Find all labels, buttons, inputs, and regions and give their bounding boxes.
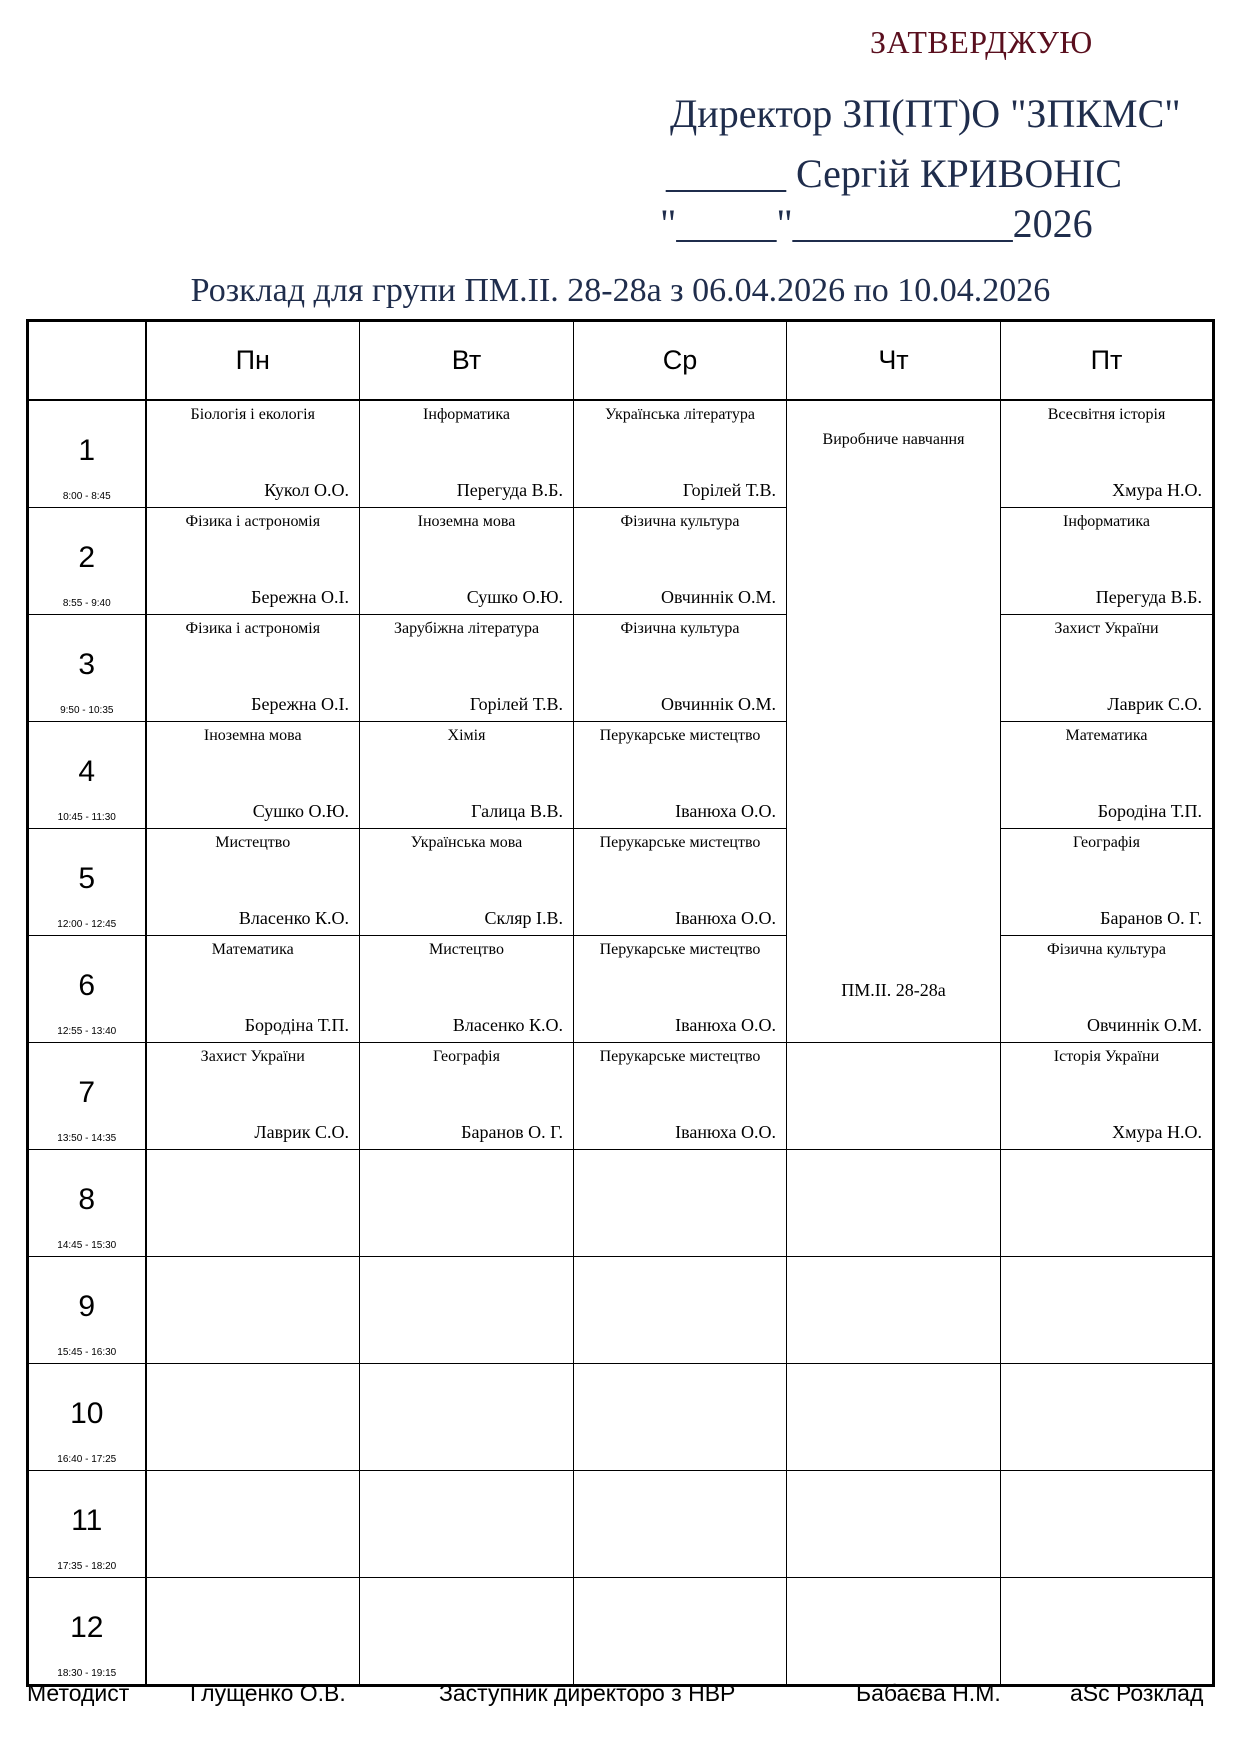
slot-row [28, 400, 1214, 508]
lesson-teacher: Сушко О.Ю. [252, 801, 349, 821]
schedule-title: Розклад для групи ПМ.ІІ. 28-28а з 06.04.2026 по 10.04.2026 [190, 272, 1051, 309]
lesson-cell [146, 508, 360, 615]
slot-header [28, 1471, 146, 1578]
slot-header [28, 1578, 146, 1686]
lesson-subject: Перукарське мистецтво [599, 727, 761, 744]
lesson-cell [360, 1043, 574, 1150]
lesson-subject: Математика [1065, 727, 1148, 744]
lesson-group: ПМ.ІІ. 28-28а [841, 980, 946, 1000]
lesson-subject: Хімія [447, 727, 486, 744]
empty-cell [360, 1578, 574, 1686]
slot-time: 8:55 - 9:40 [62, 598, 111, 609]
empty-cell [360, 1471, 574, 1578]
slot-number: 2 [78, 541, 96, 574]
lesson-subject: Історія України [1053, 1048, 1160, 1065]
lesson-subject: Інформатика [423, 406, 510, 423]
lesson-teacher: Бережна О.І. [251, 694, 349, 714]
slot-time: 12:00 - 12:45 [57, 919, 117, 930]
slot-row [28, 1578, 1214, 1686]
slot-number: 7 [78, 1076, 96, 1109]
slot-number: 5 [78, 862, 96, 895]
schedule-table [26, 319, 1215, 1687]
lesson-subject: Фізична культура [1046, 941, 1167, 958]
lesson-cell [574, 722, 787, 829]
slot-header [28, 615, 146, 722]
slot-number: 11 [71, 1504, 103, 1537]
empty-cell [1001, 1150, 1214, 1257]
lesson-subject: Мистецтво [215, 834, 291, 851]
empty-cell [146, 1578, 360, 1686]
slot-row [28, 829, 1214, 936]
empty-cell [1001, 1578, 1214, 1686]
lesson-teacher: Овчиннік О.М. [1086, 1015, 1202, 1035]
empty-cell [1001, 1257, 1214, 1364]
lesson-teacher: Бородіна Т.П. [244, 1015, 349, 1035]
software-label: aSc Розклад [1070, 1680, 1204, 1706]
slot-number: 8 [78, 1183, 96, 1216]
lesson-teacher: Скляр І.В. [484, 908, 563, 928]
lesson-teacher: Лаврик С.О. [254, 1122, 349, 1142]
slot-number: 10 [70, 1397, 104, 1430]
slot-time: 12:55 - 13:40 [57, 1026, 117, 1037]
slot-time: 18:30 - 19:15 [57, 1668, 117, 1679]
day-header: Чт [787, 321, 1001, 401]
slot-time: 9:50 - 10:35 [60, 705, 114, 716]
slot-header [28, 829, 146, 936]
lesson-cell-merged [787, 400, 1001, 1043]
lesson-cell [360, 722, 574, 829]
empty-cell [146, 1150, 360, 1257]
lesson-cell [146, 829, 360, 936]
slot-number: 4 [78, 755, 96, 788]
slot-row [28, 936, 1214, 1043]
lesson-cell [146, 936, 360, 1043]
lesson-teacher: Сушко О.Ю. [466, 587, 563, 607]
slot-time: 8:00 - 8:45 [62, 491, 111, 502]
lesson-cell [574, 1043, 787, 1150]
lesson-subject: Зарубіжна література [393, 620, 540, 637]
lesson-subject: Всесвітня історія [1047, 406, 1166, 423]
deputy-label: Заступник директоро з НВР [439, 1680, 736, 1706]
lesson-subject: Перукарське мистецтво [599, 834, 761, 851]
lesson-subject: Фізика і астрономія [185, 513, 321, 530]
lesson-teacher: Овчиннік О.М. [660, 587, 776, 607]
slot-number: 9 [78, 1290, 96, 1323]
lesson-subject: Захист України [1054, 620, 1159, 637]
slot-time: 13:50 - 14:35 [57, 1133, 117, 1144]
day-header: Ср [574, 321, 787, 401]
lesson-subject: Фізична культура [620, 620, 740, 637]
methodist-label: Методист [27, 1680, 130, 1706]
empty-cell [146, 1257, 360, 1364]
slot-number: 12 [70, 1611, 104, 1644]
deputy-name: Бабаєва Н.М. [856, 1680, 1001, 1706]
lesson-subject: Захист України [200, 1048, 305, 1065]
slot-row [28, 1364, 1214, 1471]
lesson-cell [360, 615, 574, 722]
slot-header [28, 936, 146, 1043]
empty-cell [1001, 1471, 1214, 1578]
empty-cell [146, 1471, 360, 1578]
empty-cell [360, 1364, 574, 1471]
lesson-teacher: Перегуда В.Б. [1095, 587, 1202, 607]
slot-row [28, 1043, 1214, 1150]
lesson-cell [360, 400, 574, 508]
lesson-subject: Іноземна мова [417, 513, 516, 530]
empty-cell [574, 1471, 787, 1578]
empty-cell [360, 1257, 574, 1364]
day-header: Пт [1001, 321, 1214, 401]
lesson-teacher: Перегуда В.Б. [456, 480, 563, 500]
slot-row [28, 615, 1214, 722]
slot-row [28, 1257, 1214, 1364]
lesson-teacher: Іванюха О.О. [675, 1015, 776, 1035]
slot-time: 14:45 - 15:30 [57, 1240, 117, 1251]
lesson-cell [146, 1043, 360, 1150]
empty-cell [787, 1578, 1001, 1686]
slot-header [28, 1043, 146, 1150]
slot-header [28, 1257, 146, 1364]
day-header: Вт [360, 321, 574, 401]
lesson-teacher: Хмура Н.О. [1112, 480, 1202, 500]
slot-time: 15:45 - 16:30 [57, 1347, 117, 1358]
lesson-teacher: Іванюха О.О. [675, 1122, 776, 1142]
lesson-subject: Біологія і екологія [190, 406, 315, 423]
lesson-cell [1001, 722, 1214, 829]
lesson-subject: Виробниче навчання [822, 431, 965, 448]
empty-cell [574, 1578, 787, 1686]
slot-row [28, 722, 1214, 829]
lesson-cell [574, 400, 787, 508]
lesson-subject: Географія [433, 1048, 500, 1065]
lesson-cell [1001, 615, 1214, 722]
lesson-teacher: Бережна О.І. [251, 587, 349, 607]
lesson-teacher: Горілей Т.В. [469, 694, 563, 714]
slot-header [28, 1150, 146, 1257]
empty-cell [574, 1257, 787, 1364]
slot-row [28, 508, 1214, 615]
lesson-subject: Перукарське мистецтво [599, 941, 761, 958]
lesson-cell [574, 508, 787, 615]
empty-cell [787, 1471, 1001, 1578]
lesson-subject: Інформатика [1063, 513, 1150, 530]
date-line: "_____"___________2026 [660, 201, 1093, 246]
lesson-cell [1001, 508, 1214, 615]
day-header: Пн [146, 321, 360, 401]
empty-cell [787, 1257, 1001, 1364]
lesson-subject: Математика [211, 941, 294, 958]
corner-cell [28, 321, 146, 401]
lesson-subject: Фізична культура [620, 513, 740, 530]
slot-number: 6 [78, 969, 96, 1002]
lesson-teacher: Кукол О.О. [264, 480, 349, 500]
lesson-teacher: Хмура Н.О. [1112, 1122, 1202, 1142]
approval-label: ЗАТВЕРДЖУЮ [870, 24, 1093, 60]
slot-header [28, 1364, 146, 1471]
lesson-cell [146, 722, 360, 829]
slot-header [28, 508, 146, 615]
empty-cell [787, 1043, 1001, 1150]
slot-number: 1 [78, 434, 96, 467]
lesson-subject: Іноземна мова [203, 727, 302, 744]
empty-cell [787, 1364, 1001, 1471]
lesson-teacher: Горілей Т.В. [682, 480, 776, 500]
lesson-teacher: Іванюха О.О. [675, 908, 776, 928]
lesson-cell [360, 508, 574, 615]
lesson-subject: Українська мова [410, 834, 523, 851]
lesson-cell [1001, 1043, 1214, 1150]
lesson-cell [360, 829, 574, 936]
lesson-cell [574, 829, 787, 936]
empty-cell [1001, 1364, 1214, 1471]
slot-header [28, 400, 146, 508]
lesson-subject: Українська література [605, 406, 755, 423]
empty-cell [787, 1150, 1001, 1257]
lesson-teacher: Власенко К.О. [238, 908, 349, 928]
slot-header [28, 722, 146, 829]
methodist-name: Глущенко О.В. [190, 1680, 346, 1706]
lesson-cell [574, 936, 787, 1043]
lesson-cell [360, 936, 574, 1043]
slot-time: 10:45 - 11:30 [57, 812, 116, 823]
director-title: Директор ЗП(ПТ)О "ЗПКМС" [670, 91, 1181, 136]
lesson-teacher: Баранов О. Г. [461, 1122, 563, 1142]
lesson-cell [1001, 936, 1214, 1043]
empty-cell [574, 1150, 787, 1257]
lesson-cell [574, 615, 787, 722]
lesson-teacher: Галица В.В. [471, 801, 563, 821]
empty-cell [360, 1150, 574, 1257]
lesson-subject: Перукарське мистецтво [599, 1048, 761, 1065]
slot-time: 17:35 - 18:20 [57, 1561, 117, 1572]
empty-cell [574, 1364, 787, 1471]
lesson-subject: Географія [1073, 834, 1140, 851]
signature-line: ______ Сергій КРИВОНІС [666, 151, 1123, 196]
lesson-teacher: Іванюха О.О. [675, 801, 776, 821]
slot-row [28, 1150, 1214, 1257]
slot-row [28, 1471, 1214, 1578]
lesson-teacher: Овчиннік О.М. [660, 694, 776, 714]
lesson-teacher: Баранов О. Г. [1100, 908, 1202, 928]
lesson-teacher: Бородіна Т.П. [1097, 801, 1202, 821]
lesson-teacher: Власенко К.О. [452, 1015, 563, 1035]
lesson-cell [1001, 829, 1214, 936]
lesson-cell [1001, 400, 1214, 508]
lesson-cell [146, 400, 360, 508]
slot-time: 16:40 - 17:25 [57, 1454, 117, 1465]
empty-cell [146, 1364, 360, 1471]
lesson-teacher: Лаврик С.О. [1107, 694, 1202, 714]
days-header-row [28, 321, 1214, 401]
lesson-subject: Мистецтво [429, 941, 504, 958]
slot-number: 3 [78, 648, 96, 681]
lesson-subject: Фізика і астрономія [185, 620, 321, 637]
lesson-cell [146, 615, 360, 722]
